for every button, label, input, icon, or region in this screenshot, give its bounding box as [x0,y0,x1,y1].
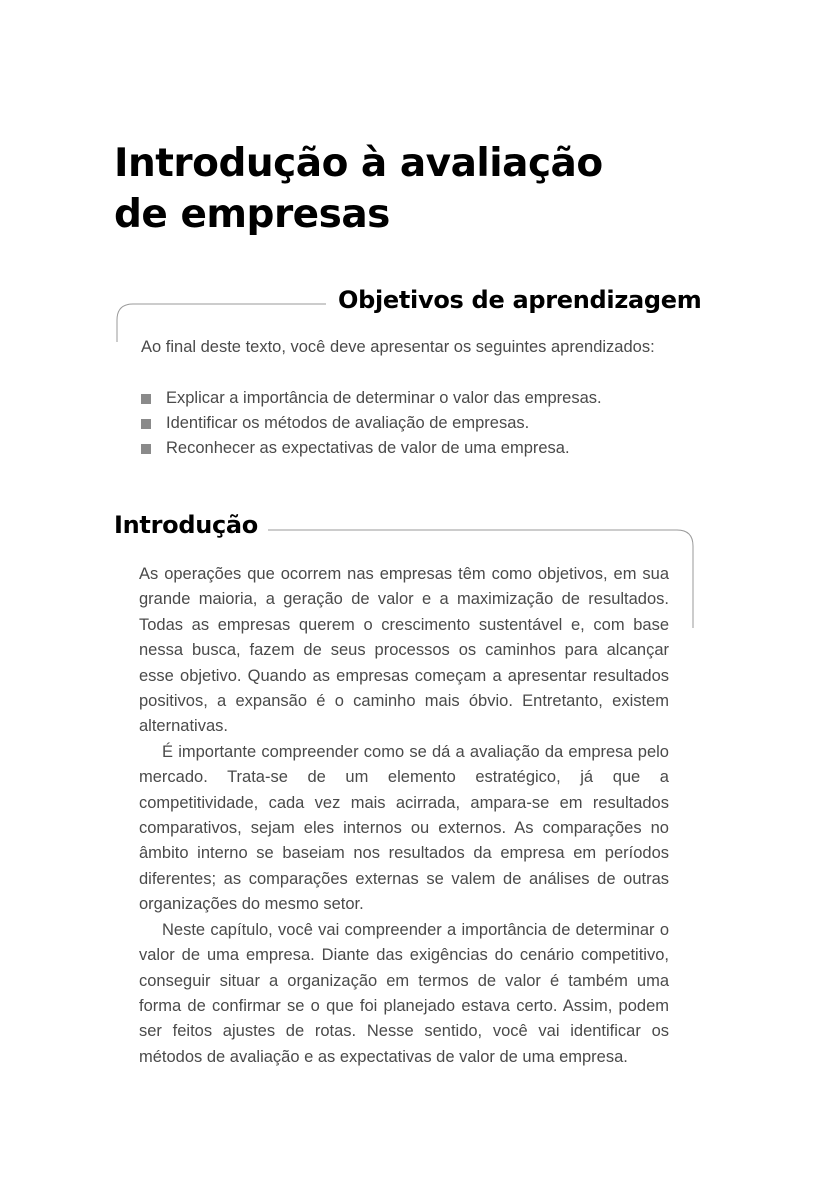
page-title-line-1: Introdução à avaliação [114,141,603,186]
list-item [141,386,602,411]
square-bullet-icon [141,394,151,404]
square-bullet-icon [141,419,151,429]
objective-text: Identificar os métodos de avaliação de empresas. [166,414,530,432]
paragraph: É importante compreender como se dá a avaliação da empresa pelo mercado. Trata-se de um elemento estratégico, já que a competitividade, cada vez mais acirrada, ampara-se em resultados comparativos, sejam eles internos ou externos. As comparações no âmbito interno se baseiam nos resultados da empresa em períodos diferentes; as comparações externas se valem de análises de outras organizações do mesmo setor. [139,742,669,914]
page-title-line-2: de empresas [114,192,390,237]
objective-text: Explicar a importância de determinar o valor das empresas. [166,389,602,407]
objectives-heading: Objetivos de aprendizagem [338,286,702,314]
paragraph: As operações que ocorrem nas empresas têm como objetivos, em sua grande maioria, a geração de valor e a maximização de resultados. Todas as empresas querem o crescimento sustentável e, com base nessa busca, fazem de seus processos os caminhos para alcançar esse objetivo. Quando as empresas começam a apresentar resultados positivos, a expansão é o caminho mais óbvio. Entretanto, existem alternativas. [139,565,669,736]
list-item [141,436,602,461]
introduction-heading: Introdução [114,511,258,539]
objectives-list [141,386,602,461]
square-bullet-icon [141,444,151,454]
objective-text: Reconhecer as expectativas de valor de uma empresa. [166,439,570,457]
page-title [114,138,754,240]
list-item [141,411,602,436]
introduction-body [139,562,669,1070]
paragraph: Neste capítulo, você vai compreender a importância de determinar o valor de uma empresa. Diante das exigências do cenário competitivo, conseguir situar a organização em termos de valor é também uma forma de confirmar se o que foi planejado estava certo. Assim, podem ser feitos ajustes de rotas. Nesse sentido, você vai identificar os métodos de avaliação e as expectativas de valor de uma empresa. [139,920,669,1066]
objectives-intro: Ao final deste texto, você deve apresentar os seguintes aprendizados: [141,338,655,356]
objectives-rule [117,304,326,342]
